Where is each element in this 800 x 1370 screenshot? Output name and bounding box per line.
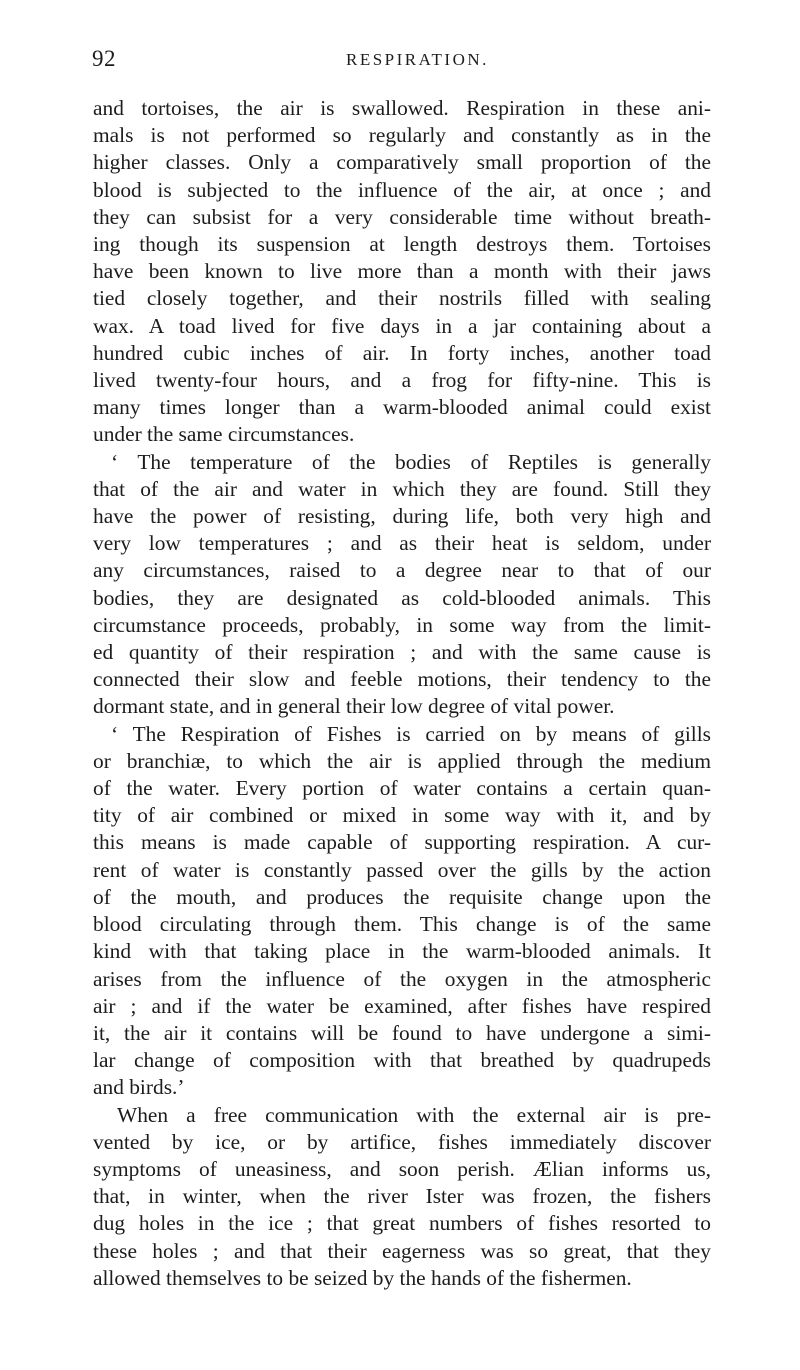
text-line: these holes ; and that their eagerness was so great, that they (93, 1238, 711, 1263)
text-line: of the water. Every portion of water contains a certain quan- (93, 776, 711, 801)
paragraph (93, 1102, 711, 1292)
text-line: have the power of resisting, during life, both very high and (93, 504, 711, 529)
text-line: tied closely together, and their nostrils filled with sealing (93, 286, 711, 311)
text-line: very low temperatures ; and as their heat is seldom, under (93, 531, 711, 556)
text-line: of the mouth, and produces the requisite change upon the (93, 884, 711, 909)
text-line: dormant state, and in general their low degree of vital power. (93, 694, 615, 719)
text-line: they can subsist for a very considerable time without breath- (93, 204, 711, 229)
text-line: symptoms of uneasiness, and soon perish. Ælian informs us, (93, 1156, 711, 1181)
text-line: ed quantity of their respiration ; and with the same cause is (93, 640, 711, 665)
text-line: blood is subjected to the influence of the air, at once ; and (93, 177, 711, 202)
text-line: or branchiæ, to which the air is applied through the medium (93, 748, 711, 773)
text-line: lar change of composition with that breathed by quadrupeds (93, 1048, 711, 1073)
text-line: hundred cubic inches of air. In forty inches, another toad (93, 340, 711, 365)
text-line: blood circulating through them. This change is of the same (93, 912, 711, 937)
text-line: many times longer than a warm-blooded animal could exist (93, 395, 711, 420)
text-line: wax. A toad lived for five days in a jar containing about a (93, 313, 711, 338)
text-line: vented by ice, or by artifice, fishes immediately discover (93, 1129, 711, 1154)
paragraph (93, 449, 711, 721)
page-number: 92 (92, 46, 116, 71)
text-line: dug holes in the ice ; that great numbers of fishes resorted to (93, 1211, 711, 1236)
text-line: allowed themselves to be seized by the hands of the fishermen. (93, 1265, 632, 1290)
text-line: and tortoises, the air is swallowed. Respiration in these ani- (93, 96, 711, 120)
text-line: kind with that taking place in the warm-blooded animals. It (93, 939, 711, 964)
text-line: connected their slow and feeble motions, their tendency to the (93, 667, 711, 692)
text-line: higher classes. Only a comparatively small proportion of the (93, 150, 711, 175)
paragraph (93, 95, 711, 449)
text-line: arises from the influence of the oxygen in the atmospheric (93, 966, 711, 991)
text-line: lived twenty-four hours, and a frog for fifty-nine. This is (93, 368, 711, 393)
text-line: bodies, they are designated as cold-blooded animals. This (93, 585, 711, 610)
text-line: air ; and if the water be examined, after fishes have respired (93, 993, 711, 1018)
running-head: RESPIRATION. (346, 50, 489, 69)
text-line: that, in winter, when the river Ister was frozen, the fishers (93, 1184, 711, 1209)
text-line: tity of air combined or mixed in some way with it, and by (93, 803, 711, 828)
text-line: have been known to live more than a month with their jaws (93, 259, 711, 284)
text-line: circumstance proceeds, probably, in some way from the limit- (93, 612, 711, 637)
body-text (93, 95, 711, 1292)
text-line: When a free communication with the external air is pre- (117, 1102, 711, 1127)
text-line: any circumstances, raised to a degree near to that of our (93, 558, 711, 583)
text-line: ‘ The temperature of the bodies of Reptiles is generally (111, 449, 711, 474)
text-line: ‘ The Respiration of Fishes is carried on by means of gills (111, 721, 711, 746)
text-line: this means is made capable of supporting respiration. A cur- (93, 830, 711, 855)
text-line: it, the air it contains will be found to have undergone a simi- (93, 1020, 711, 1045)
text-line: that of the air and water in which they are found. Still they (93, 476, 711, 501)
text-line: rent of water is constantly passed over the gills by the action (93, 857, 711, 882)
text-line: ing though its suspension at length destroys them. Tortoises (93, 232, 711, 257)
paragraph (93, 721, 711, 1102)
page-header (92, 46, 710, 76)
text-line: under the same circumstances. (93, 422, 355, 447)
text-line: and birds.’ (93, 1075, 185, 1100)
text-line: mals is not performed so regularly and constantly as in the (93, 123, 711, 148)
